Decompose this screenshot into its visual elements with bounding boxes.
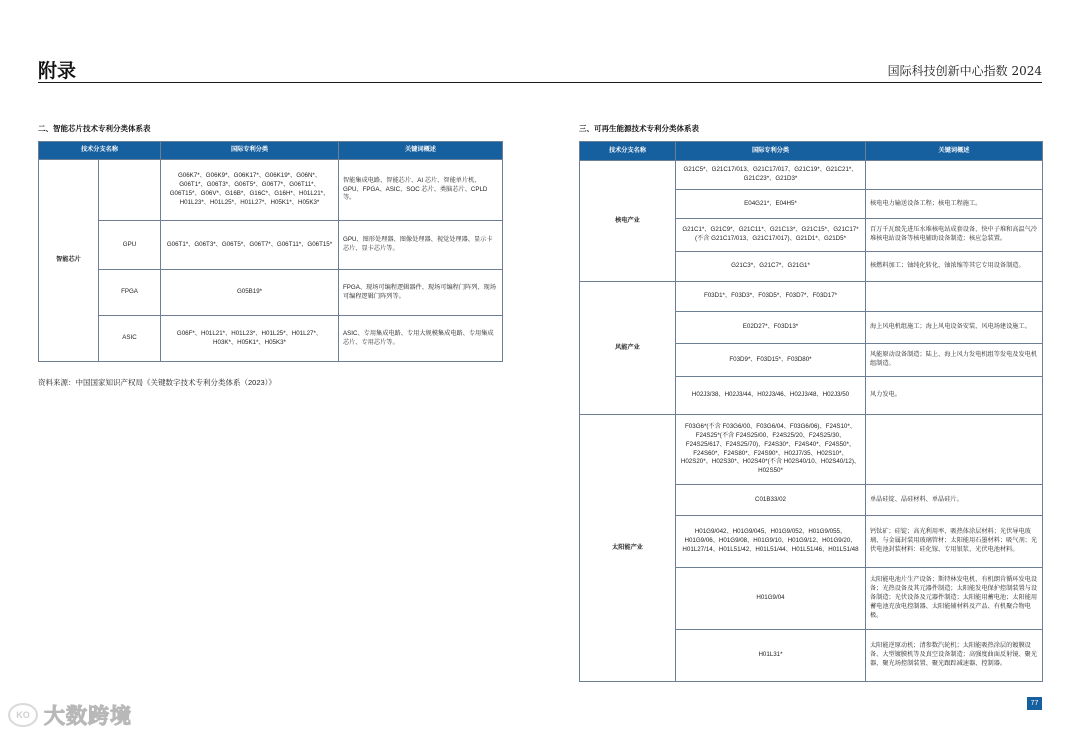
ipc-cell: G06K7*、G06K9*、G06K17*、G06K19*、G06N*、G06T1*、G06T3*、G06T5*、G06T7*、G06T11*、G06T15*、G06V*、G16B*、G16C*、G16H*、H01L21*、H01L23*、H01L25*、H01L27*、H05K1*、H05K3* (161, 160, 339, 221)
column-header-branch: 技术分支名称 (580, 142, 676, 161)
watermark (8, 700, 132, 730)
ipc-cell: H01G9/042、H01G9/045、H01G9/052、H01G9/055、H01G9/06、H01G9/08、H01G9/10、H01G9/12、H01G9/20、H01L27/14、H01L51/42、H01L51/44、H01L51/46、H01L51/48 (676, 516, 866, 568)
ipc-cell: F03G6*(不含 F03G6/00、F03G6/04、F03G6/06)、F24S10*、F24S25*(不含 F24S25/00、F24S25/20、F24S25/30、F24S25/617、F24S25/70)、F24S30*、F24S40*、F24S50*、F24S60*、F24S80*、F24S90*、H02J7/35、H02S10*、H02S20*、H02S30*、H02S40*(不含 H02S40/10、H02S40/12)、H02S50* (676, 415, 866, 485)
category-cell: 风能产业 (580, 282, 676, 415)
report-title: 国际科技创新中心指数 2024 (887, 64, 1042, 78)
keyword-cell (866, 282, 1043, 312)
watermark-text: 大数跨境 (44, 705, 132, 728)
keyword-cell: 单晶硅锭、晶硅材料、单晶硅片。 (866, 485, 1043, 516)
keyword-cell: 钙钛矿；硅锭；高光利用率、吸热体涂层材料；光伏导电玻璃、与金属封装用玻璃管材；太阳能用石墨材料；吸气剂；光伏电池封装材料：硅化镓、专用银浆、光伏电池材料。 (866, 516, 1043, 568)
keyword-cell: 太阳能逆原动机；清参数汽轮机；太阳能吸热涂层的镀膜设备、大型镀膜机等及真空设备制造；高强度曲面反射镜、聚光器、聚光场控制装置、聚光跟踪减速器、控制器。 (866, 630, 1043, 682)
keyword-cell: 核电电力输送设备工程；核电工程施工。 (866, 190, 1043, 219)
keyword-cell: 风力发电。 (866, 377, 1043, 415)
ipc-cell: G21C1*、G21C9*、G21C11*、G21C13*、G21C15*、G21C17*(不含 G21C17/013、G21C17/017)、G21D1*、G21D5* (676, 219, 866, 252)
ipc-cell: E04G21*、E04H5* (676, 190, 866, 219)
column-header-branch: 技术分支名称 (39, 142, 161, 160)
subcategory-cell: GPU (99, 221, 161, 270)
source-note: 资料来源：中国国家知识产权局《关键数字技术专利分类体系（2023）》 (38, 378, 276, 387)
header-divider (38, 82, 1042, 83)
column-header-keywords: 关键词概述 (339, 142, 503, 160)
column-header-ipc: 国际专利分类 (161, 142, 339, 160)
appendix-title: 附录 (38, 60, 77, 82)
ipc-cell: F03D1*、F03D3*、F03D5*、F03D7*、F03D17* (676, 282, 866, 312)
keyword-cell: 百万千瓦级先进压水堆核电站成套设备、快中子堆和高温气冷堆核电站设备等核电辅助设备制造；核应急装置。 (866, 219, 1043, 252)
ipc-cell: F03D9*、F03D15*、F03D80* (676, 344, 866, 377)
column-header-keywords: 关键词概述 (866, 142, 1043, 161)
ipc-cell: G05B19* (161, 270, 339, 316)
category-cell: 智能芯片 (39, 160, 99, 362)
keyword-cell (866, 161, 1043, 190)
column-header-ipc: 国际专利分类 (676, 142, 866, 161)
keyword-cell: 核燃料加工；铀纯化转化、铀浓缩等其它专用设备制造。 (866, 252, 1043, 282)
page-number: 77 (1027, 697, 1042, 710)
ipc-cell: E02D27*、F03D13* (676, 312, 866, 344)
renewable-patent-table (579, 141, 1043, 682)
ipc-cell: C01B33/02 (676, 485, 866, 516)
keyword-cell: 风能原动设备制造；陆上、海上风力发电机组等发电及发电机组制造。 (866, 344, 1043, 377)
keyword-cell: 太阳能电池片生产设备；斯特林发电机、有机朗肯循环发电设备；光热设备及其元器件制造；太阳能发电保护控制装置与设备制造；光伏设备及元器件制造；太阳能用蓄电池；太阳能用蓄电池充放电控制器、太阳能辅材料及产品、有机聚合物电极。 (866, 568, 1043, 630)
keyword-cell: 智能集成电路、智能芯片、AI 芯片、智能单片机、GPU、FPGA、ASIC、SOC 芯片、类脑芯片、CPLD 等。 (339, 160, 503, 221)
watermark-logo-icon: KO (8, 703, 38, 727)
ipc-cell: H01L31* (676, 630, 866, 682)
ipc-cell: G21C5*、G21C17/013、G21C17/017、G21C19*、G21C21*、G21C23*、G21D3* (676, 161, 866, 190)
keyword-cell: FPGA、现场可编程逻辑器件、现场可编程门阵列、现场可编程逻辑门阵列等。 (339, 270, 503, 316)
right-section-title: 三、可再生能源技术专利分类体系表 (579, 124, 699, 133)
category-cell: 核电产业 (580, 161, 676, 282)
subcategory-cell: ASIC (99, 316, 161, 362)
subcategory-cell: FPGA (99, 270, 161, 316)
keyword-cell: 海上风电机组施工；海上风电设备安装、风电场建设施工。 (866, 312, 1043, 344)
keyword-cell: ASIC、专用集成电路、专用大规模集成电路、专用集成芯片、专用芯片等。 (339, 316, 503, 362)
ipc-cell: G06T1*、G06T3*、G06T5*、G06T7*、G06T11*、G06T15* (161, 221, 339, 270)
keyword-cell (866, 415, 1043, 485)
chip-patent-table (38, 141, 503, 362)
category-cell: 太阳能产业 (580, 415, 676, 682)
ipc-cell: G06F*、H01L21*、H01L23*、H01L25*、H01L27*、H03K*、H05K1*、H05K3* (161, 316, 339, 362)
ipc-cell: H02J3/38、H02J3/44、H02J3/46、H02J3/48、H02J3/50 (676, 377, 866, 415)
ipc-cell: H01G9/04 (676, 568, 866, 630)
keyword-cell: GPU、图形处理器、图像处理器、视觉处理器、显示卡芯片、显卡芯片等。 (339, 221, 503, 270)
ipc-cell: G21C3*、G21C7*、G21G1* (676, 252, 866, 282)
left-section-title: 二、智能芯片技术专利分类体系表 (38, 124, 151, 133)
subcategory-cell (99, 160, 161, 221)
